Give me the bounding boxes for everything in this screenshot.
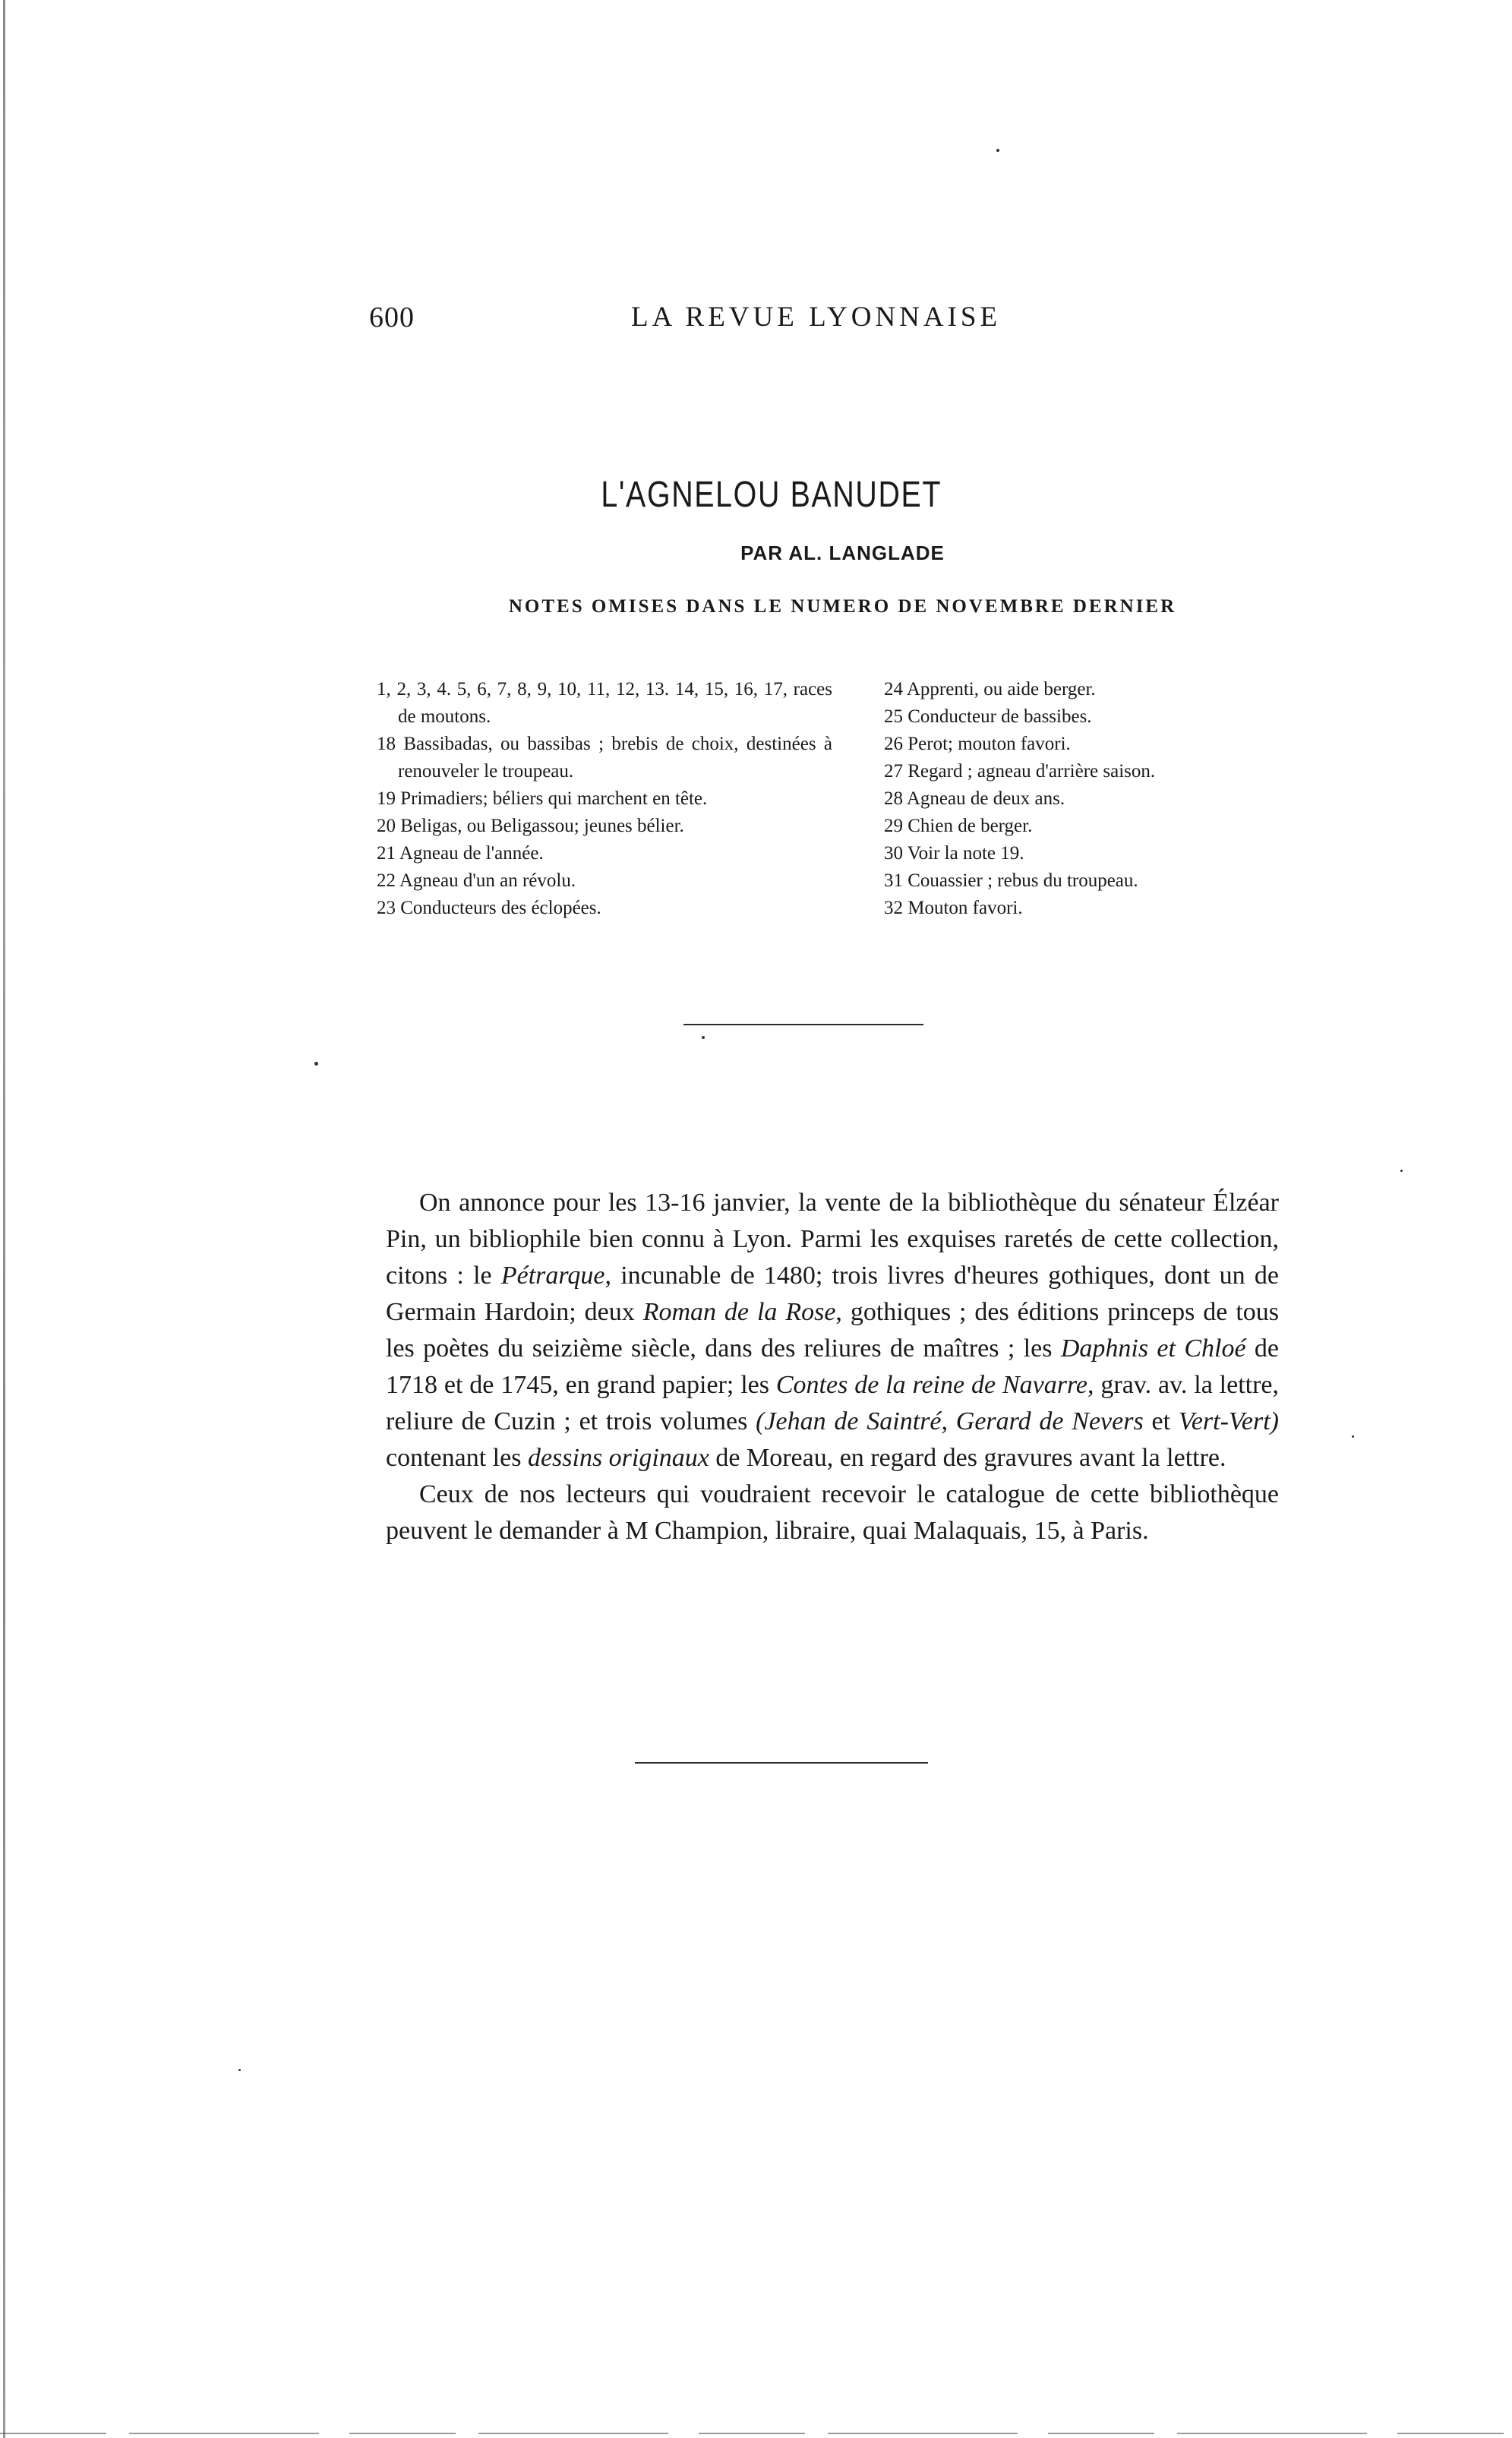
text-run: contenant les <box>386 1444 528 1472</box>
note-item: 29 Chien de berger. <box>884 816 1033 836</box>
note-item: 32 Mouton favori. <box>884 898 1023 918</box>
article-title <box>151 474 1391 516</box>
section-divider <box>683 1024 923 1025</box>
running-head <box>369 301 1212 346</box>
scan-speck <box>996 149 999 152</box>
italic-title: Pétrarque <box>500 1262 605 1290</box>
page-number: 600 <box>369 302 415 333</box>
italic-title: dessins originaux <box>527 1444 709 1472</box>
note-item: 26 Perot; mouton favori. <box>884 734 1071 754</box>
scan-speck <box>1400 1170 1403 1172</box>
note-item: 27 Regard ; agneau d'arrière saison. <box>884 761 1156 782</box>
scan-speck <box>314 1062 318 1066</box>
text-run: de Moreau, en regard des gravures avant la lettre. <box>709 1444 1226 1472</box>
end-divider <box>635 1762 928 1764</box>
text-run: , grav. av. la lettre, reliure de Cuzin ; et trois volumes <box>386 1371 1280 1435</box>
scan-speck <box>1352 1435 1354 1438</box>
text-run: , incunable de 1480; trois livres d'heures gothiques, dont un de Germain Hardoin; deux <box>386 1262 1279 1326</box>
note-item: 20 Beligas, ou Beligassou; jeunes bélier. <box>377 816 684 836</box>
italic-title: Contes de la reine de Navarre <box>775 1371 1088 1399</box>
italic-title: (Jehan de Saintré, Gerard de Nevers <box>756 1407 1144 1435</box>
italic-title: Daphnis et Chloé <box>1060 1334 1246 1363</box>
note-item: 23 Conducteurs des éclopées. <box>377 898 601 918</box>
announcement-paragraph: Ceux de nos lecteurs qui voudraient recevoir le catalogue de cette bibliothèque peuvent le demander à M Champion, libraire, quai Malaquais, 15, à Paris. <box>386 1480 1279 1545</box>
italic-title: Roman de la Rose <box>642 1298 836 1326</box>
notes-column-right <box>884 676 1279 922</box>
note-item: 30 Voir la note 19. <box>884 843 1024 864</box>
note-item: 19 Primadiers; béliers qui marchent en tête. <box>377 788 708 809</box>
article-title-text: L'AGNELOU BANUDET <box>601 475 942 515</box>
note-item: 18 Bassibadas, ou bassibas ; brebis de choix, destinées à renouveler le troupeau. <box>377 734 832 782</box>
text-run: , gothiques ; des éditions princeps de tous les poètes du seizième siècle, dans des reliures de maîtres ; les <box>386 1298 1279 1363</box>
note-item: 24 Apprenti, ou aide berger. <box>884 679 1096 700</box>
scan-edge-left <box>3 0 5 2438</box>
note-item: 22 Agneau d'un an révolu. <box>377 870 576 891</box>
journal-title: LA REVUE LYONNAISE <box>631 302 1002 333</box>
scan-speck <box>702 1036 705 1039</box>
notes-heading: NOTES OMISES DANS LE NUMERO DE NOVEMBRE DERNIER <box>508 596 1177 617</box>
byline: PAR AL. LANGLADE <box>740 542 945 564</box>
note-item: 31 Couassier ; rebus du troupeau. <box>884 870 1138 891</box>
text-run: et <box>1143 1407 1179 1435</box>
note-item: 28 Agneau de deux ans. <box>884 788 1065 809</box>
scan-speck <box>238 2069 241 2071</box>
text-run: de 1718 et de 1745, en grand papier; les <box>386 1334 1280 1399</box>
announcement <box>386 1185 1279 1549</box>
note-item: 21 Agneau de l'année. <box>377 843 544 864</box>
italic-title: Vert-Vert) <box>1178 1407 1279 1435</box>
note-item: 1, 2, 3, 4. 5, 6, 7, 8, 9, 10, 11, 12, 13. 14, 15, 16, 17, races de moutons. <box>377 679 832 727</box>
scan-edge-bottom <box>0 2433 1512 2434</box>
text-run: On annonce pour les 13-16 janvier, la vente de la bibliothèque du sénateur Élzéar Pin, un bibliophile bien connu à Lyon. Parmi les exquises raretés de cette collection, citons : le <box>386 1189 1279 1290</box>
announcement-paragraph <box>386 1185 1279 1476</box>
notes-column-left <box>377 676 832 922</box>
note-item: 25 Conducteur de bassibes. <box>884 706 1092 727</box>
